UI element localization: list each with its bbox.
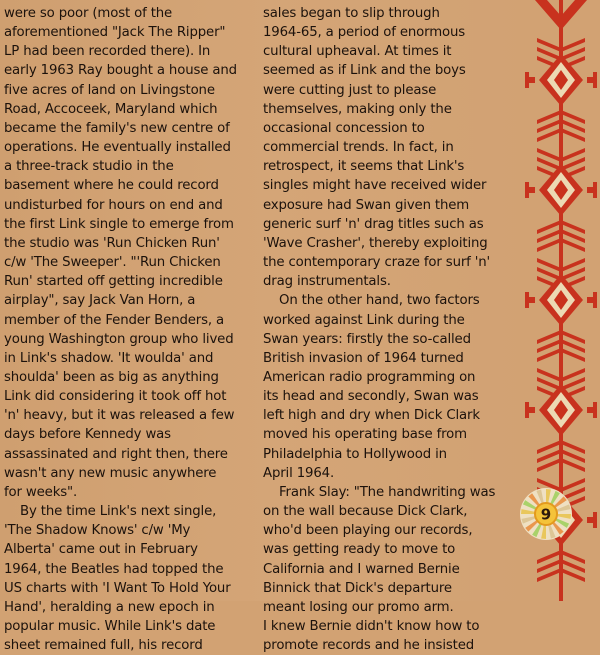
paragraph (263, 483, 515, 655)
border-wing (525, 72, 529, 88)
text-line: popular music. While Link's date (4, 619, 216, 634)
text-line: 'The Shadow Knows' c/w 'My (4, 523, 191, 539)
text-line: Hand', heralding a new epoch in (4, 599, 215, 615)
text-line: its head and secondly, Swan was (263, 389, 479, 405)
text-line: seemed as if Link and the boys (263, 63, 466, 79)
text-line: generic surf 'n' drag titles such as (263, 216, 484, 232)
border-wing (593, 512, 597, 528)
text-line: cultural upheaval. At times it (263, 44, 452, 60)
text-line: meant losing our promo arm. (263, 599, 454, 615)
text-line: exposure had Swan given them (263, 197, 470, 213)
text-line: early 1963 Ray bought a house and (4, 63, 237, 79)
text-line: April 1964. (263, 465, 335, 481)
text-line: Philadelphia to Hollywood in (263, 446, 447, 462)
text-line: operations. He eventually installed (4, 140, 231, 156)
text-line: undisturbed for hours on end and (4, 197, 223, 213)
text-column-left (4, 4, 248, 655)
text-line: Frank Slay: "The handwriting was (279, 484, 496, 500)
text-line: days before Kennedy was (4, 427, 171, 443)
text-line: American radio programming on (263, 369, 476, 385)
text-line: a three-track studio in the (4, 159, 174, 175)
text-line: basement where he could record (4, 178, 219, 194)
text-line: Run' started off getting incredible (4, 274, 223, 290)
text-line: Alberta' came out in February (4, 542, 198, 558)
text-line: California and I warned Bernie (263, 561, 460, 577)
text-line: sales began to slip through (263, 6, 440, 21)
text-line: wasn't any new music anywhere (4, 465, 217, 481)
page-number: 9 (540, 505, 552, 524)
text-line: Swan years: firstly the so-called (263, 331, 471, 347)
border-wing (593, 402, 597, 418)
text-line: who'd been playing our records, (263, 523, 473, 539)
text-line: worked against Link during the (263, 312, 465, 328)
text-line: US charts with 'I Want To Hold Your (4, 580, 231, 596)
text-line: drag instrumentals. (263, 274, 391, 290)
text-line: for weeks". (4, 484, 78, 500)
border-wing (525, 182, 529, 198)
text-line: airplay", say Jack Van Horn, a (4, 293, 196, 309)
border-wing (525, 402, 529, 418)
text-line: was getting ready to move to (263, 542, 456, 558)
page-number-badge (518, 486, 574, 542)
border-wing (593, 72, 597, 88)
text-line: On the other hand, two factors (279, 293, 480, 309)
text-line: the first Link single to emerge from (4, 216, 234, 232)
text-line: 'Wave Crasher', thereby exploiting (263, 235, 488, 251)
text-line: became the family's new centre of (4, 120, 230, 136)
text-line: Road, Accoceek, Maryland which (4, 101, 218, 117)
text-line: I knew Bernie didn't know how to (263, 619, 480, 634)
text-line: were cutting just to please (263, 82, 437, 98)
text-line: 1964, the Beatles had topped the (4, 561, 224, 577)
text-line: left high and dry when Dick Clark (263, 408, 480, 424)
text-line: the contemporary craze for surf 'n' (263, 255, 491, 271)
paragraph (4, 502, 248, 655)
text-line: moved his operating base from (263, 427, 467, 443)
text-line: 'n' heavy, but it was released a few (4, 408, 235, 424)
text-line: themselves, making only the (263, 101, 452, 117)
text-line: in Link's shadow. 'It woulda' and (4, 350, 214, 366)
text-line: aforementioned "Jack The Ripper" (4, 25, 226, 41)
paragraph (263, 4, 515, 291)
border-wing (593, 182, 597, 198)
text-line: sheet remained full, his record (4, 638, 203, 654)
text-line: member of the Fender Benders, a (4, 312, 225, 328)
text-line: the studio was 'Run Chicken Run' (4, 235, 220, 251)
border-wing (525, 292, 529, 308)
text-line: young Washington group who lived (4, 331, 234, 347)
border-wing (593, 292, 597, 308)
text-line: retrospect, it seems that Link's (263, 159, 465, 175)
paragraph (4, 4, 248, 502)
text-column-right (263, 4, 515, 655)
text-line: five acres of land on Livingstone (4, 82, 215, 98)
text-line: assassinated and right then, there (4, 446, 228, 462)
text-line: commercial trends. In fact, in (263, 140, 454, 156)
text-line: By the time Link's next single, (20, 504, 217, 520)
text-line: singles might have received wider (263, 178, 487, 194)
text-line: occasional concession to (263, 120, 425, 136)
text-line: were so poor (most of the (4, 6, 173, 21)
text-line: 1964-65, a period of enormous (263, 25, 466, 41)
text-line: shoulda' been as big as anything (4, 369, 219, 385)
text-line: Link did considering it took off hot (4, 389, 227, 405)
paragraph (263, 291, 515, 483)
text-line: Binnick that Dick's departure (263, 580, 452, 596)
text-line: on the wall because Dick Clark, (263, 504, 468, 520)
text-line: British invasion of 1964 turned (263, 350, 464, 366)
text-line: LP had been recorded there). In (4, 44, 211, 60)
text-line: promote records and he insisted (263, 638, 475, 654)
text-line: c/w 'The Sweeper'. "'Run Chicken (4, 255, 221, 271)
